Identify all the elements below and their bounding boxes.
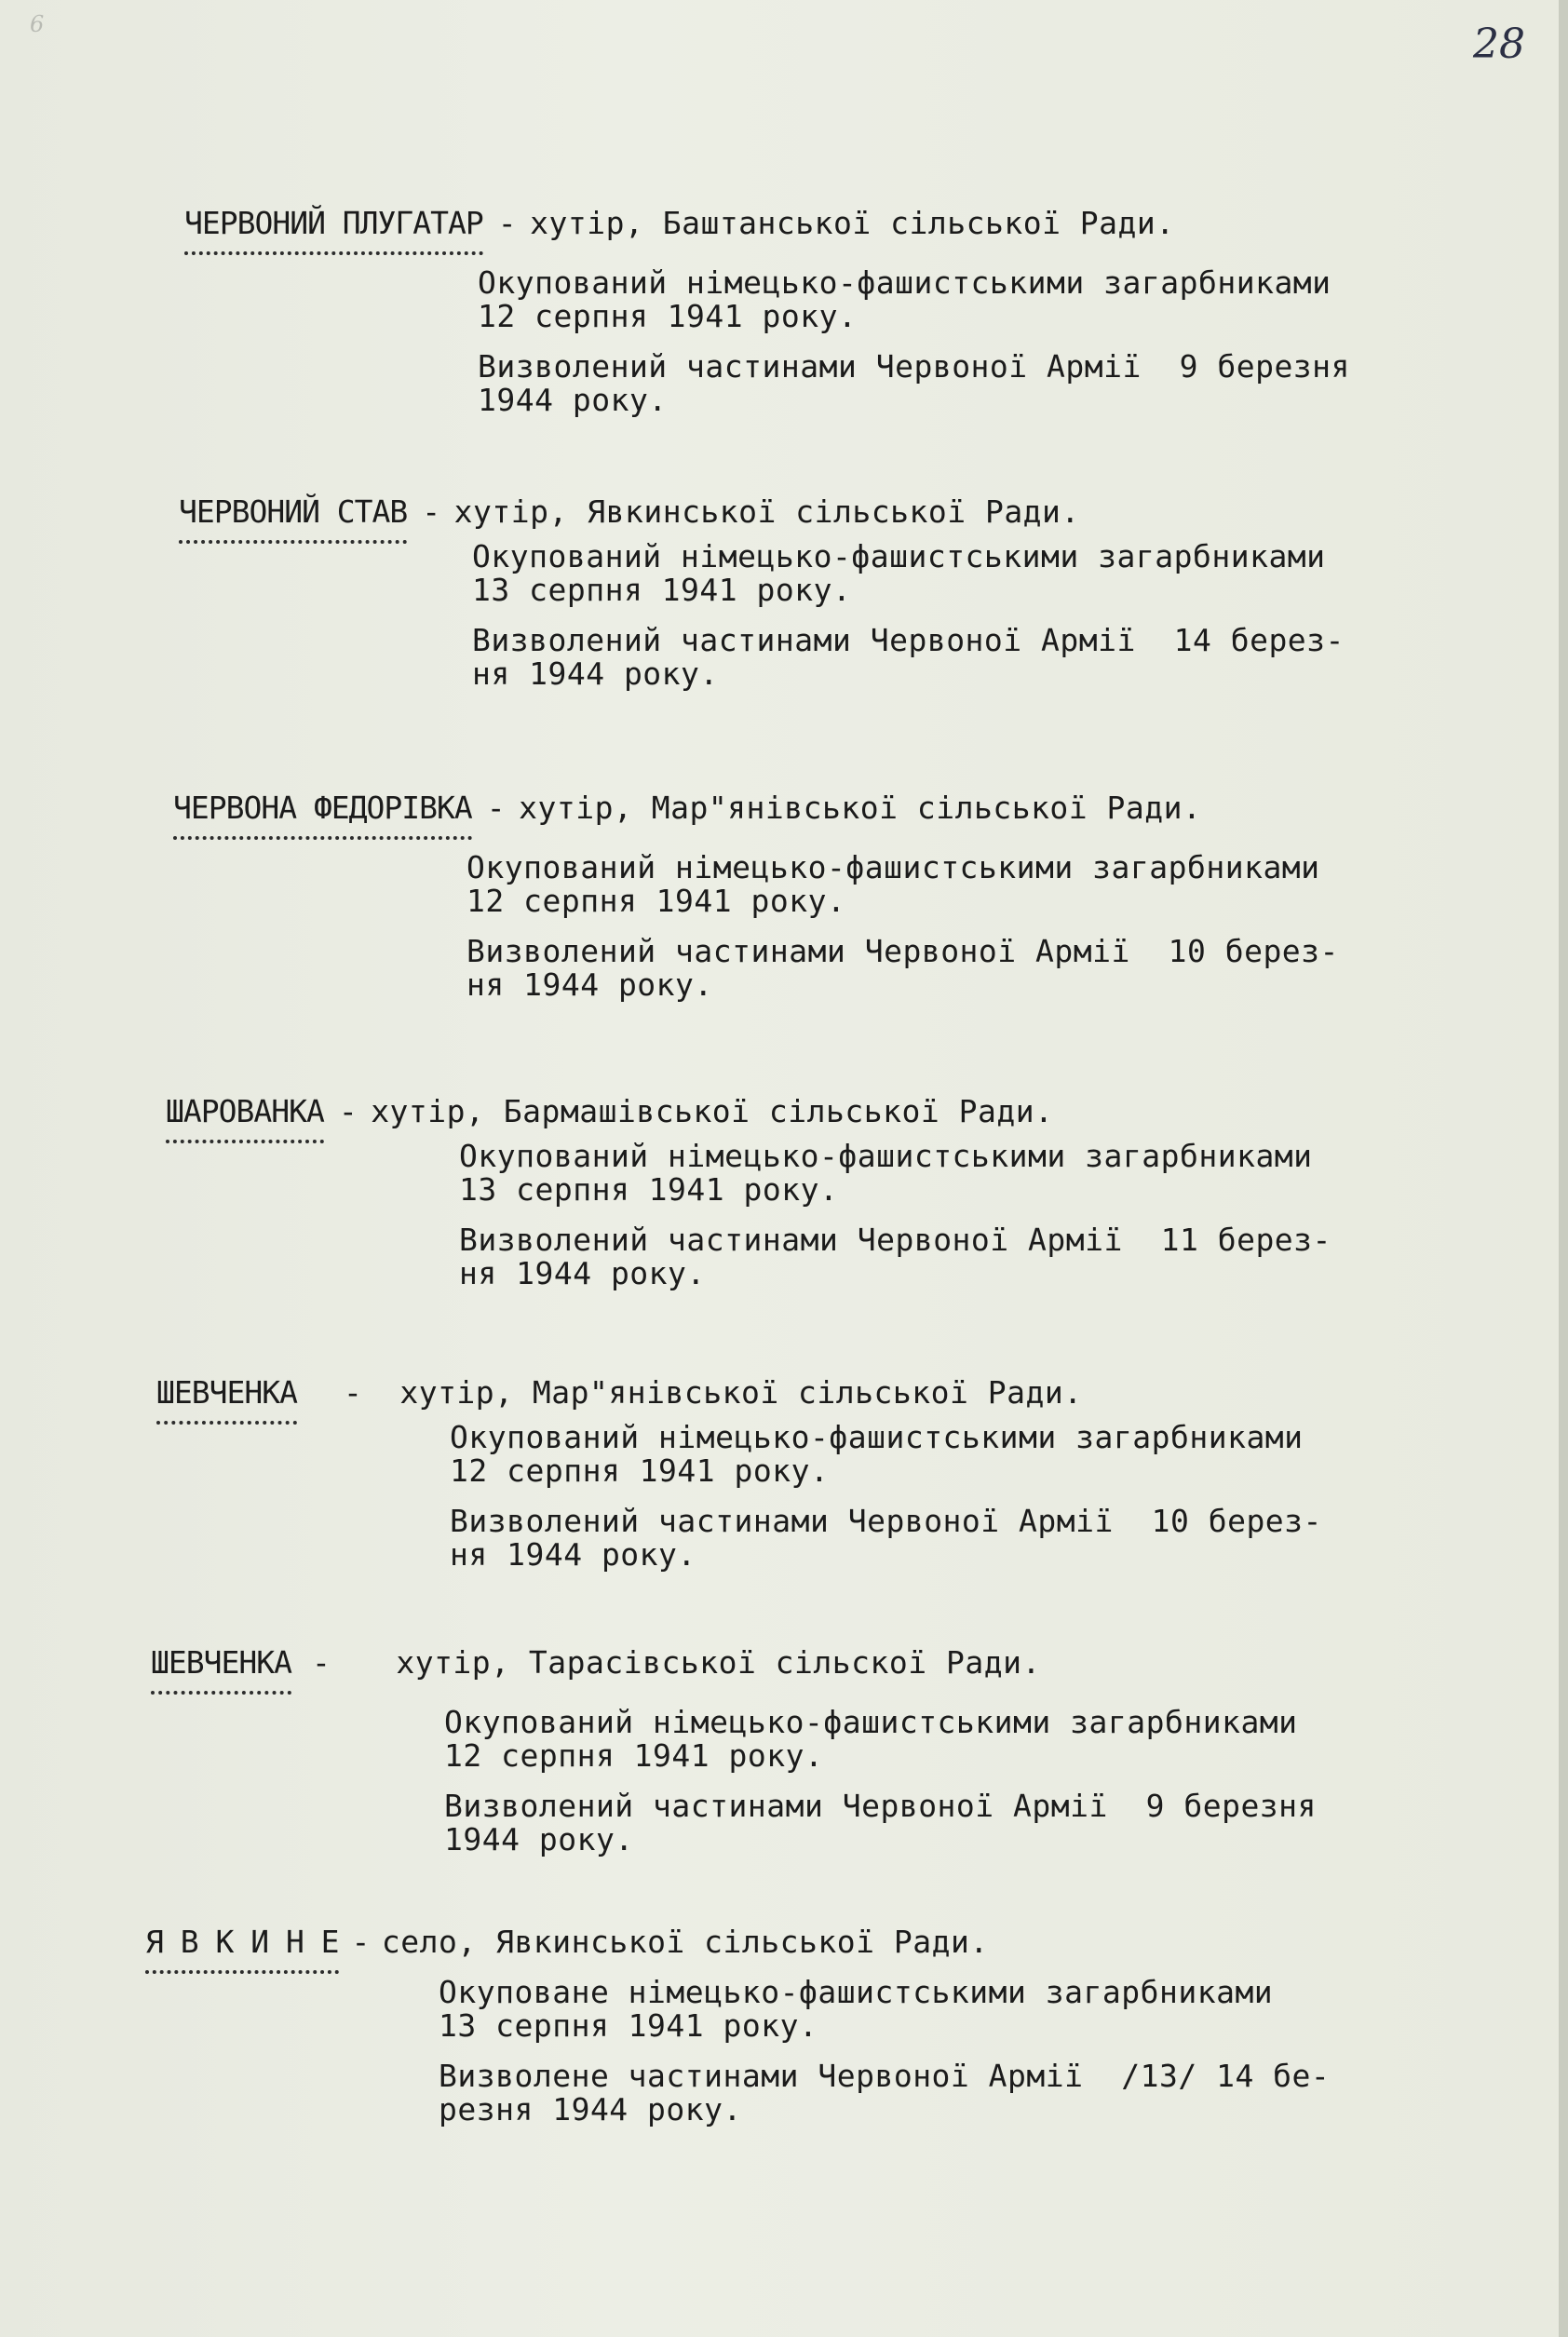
entry-shevchenka-2 [151, 1642, 1317, 1857]
entry-heading [145, 1922, 1330, 1963]
entry-chervonyi-stav [179, 492, 1345, 691]
dash-separator: - [351, 1924, 371, 1960]
entry-shevchenka-1 [156, 1372, 1322, 1572]
entry-chervonyi-pluhatar [184, 203, 1350, 417]
liberation-note: Визволений частинами Червоної Армії 10 берез- ня 1944 року. [466, 933, 1339, 1003]
dash-separator: - [497, 205, 518, 241]
settlement-description: село, Явкинської сільської Ради. [381, 1924, 989, 1960]
occupation-note: Окупований німецько-фашистськими загарбниками 12 серпня 1941 року. [444, 1704, 1298, 1774]
entry-heading [166, 1091, 1331, 1132]
entry-chervona-fedorivka [173, 788, 1339, 1002]
dash-separator: - [311, 1644, 331, 1681]
occupation-note: Окупований німецько-фашистськими загарбниками 13 серпня 1941 року. [459, 1138, 1313, 1208]
dash-separator: - [343, 1374, 363, 1411]
dash-separator: - [422, 493, 441, 530]
entry-yavkyne [145, 1922, 1330, 2127]
occupation-note: Окупований німецько-фашистськими загарбниками 12 серпня 1941 року. [450, 1419, 1304, 1489]
page-edge [1559, 0, 1568, 2337]
settlement-description: хутір, Мар"янівської сільської Ради. [519, 790, 1202, 826]
settlement-description: хутір, Тарасівської сільскої Ради. [396, 1644, 1041, 1681]
entry-heading [151, 1642, 1317, 1683]
occupation-note: Окупований німецько-фашистськими загарбниками 12 серпня 1941 року. [466, 849, 1320, 919]
corner-mark: 6 [30, 11, 45, 37]
occupation-note: Окупований німецько-фашистськими загарбниками 13 серпня 1941 року. [472, 538, 1326, 608]
settlement-name: ШЕВЧЕНКА [156, 1372, 297, 1413]
liberation-note: Визволений частинами Червоної Армії 10 берез- ня 1944 року. [450, 1503, 1322, 1573]
entry-heading [184, 203, 1350, 244]
entry-sharovanka [166, 1091, 1331, 1290]
page-number: 28 [1473, 20, 1525, 68]
settlement-name: ЧЕРВОНА ФЕДОРІВКА [173, 788, 472, 829]
settlement-name: ШЕВЧЕНКА [151, 1642, 291, 1683]
liberation-note: Визволений частинами Червоної Армії 11 берез- ня 1944 року. [459, 1222, 1331, 1291]
dash-separator: - [486, 790, 507, 826]
settlement-name: Я В К И Н Е [145, 1922, 339, 1963]
liberation-note: Визволений частинами Червоної Армії 9 березня 1944 року. [444, 1788, 1317, 1857]
liberation-note: Визволене частинами Червоної Армії /13/ 14 бе- резня 1944 року. [439, 2058, 1331, 2128]
occupation-note: Окупований німецько-фашистськими загарбниками 12 серпня 1941 року. [478, 264, 1331, 334]
settlement-description: хутір, Баштанської сільської Ради. [530, 205, 1175, 241]
liberation-note: Визволений частинами Червоної Армії 9 березня 1944 року. [478, 348, 1350, 418]
dash-separator: - [338, 1093, 358, 1129]
settlement-name: ЧЕРВОНИЙ СТАВ [179, 492, 407, 533]
occupation-note: Окуповане німецько-фашистськими загарбниками 13 серпня 1941 року. [439, 1974, 1274, 2044]
entry-heading [179, 492, 1345, 533]
settlement-description: хутір, Мар"янівської сільської Ради. [399, 1374, 1083, 1411]
entry-heading [173, 788, 1339, 829]
settlement-name: ШАРОВАНКА [166, 1091, 324, 1132]
settlement-name: ЧЕРВОНИЙ ПЛУГАТАР [184, 203, 483, 244]
liberation-note: Визволений частинами Червоної Армії 14 берез- ня 1944 року. [472, 622, 1345, 692]
settlement-description: хутір, Бармашівської сільської Ради. [371, 1093, 1054, 1129]
entry-heading [156, 1372, 1322, 1413]
settlement-description: хутір, Явкинської сільської Ради. [453, 493, 1080, 530]
